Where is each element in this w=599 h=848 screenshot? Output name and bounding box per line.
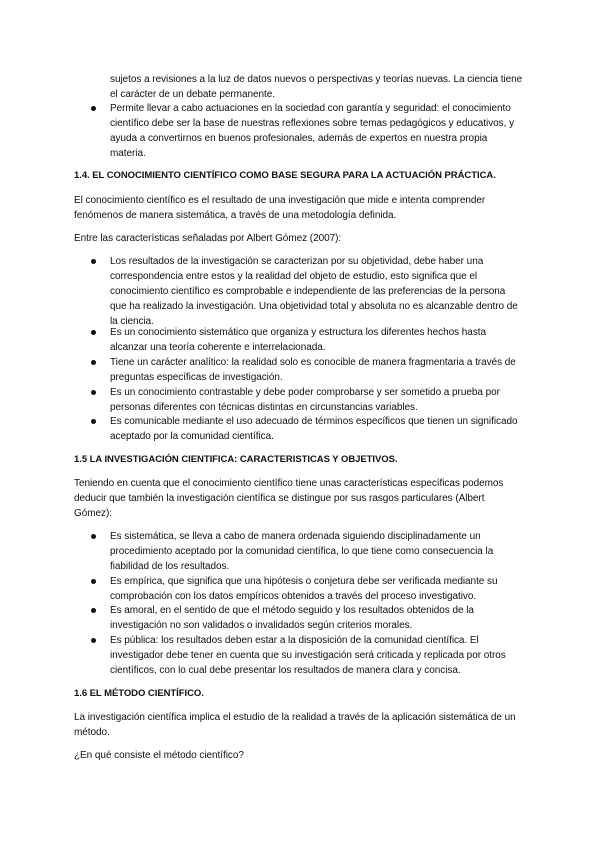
body-line: Es comunicable mediante el uso adecuado de términos específicos que tienen un significado — [110, 416, 518, 427]
body-line: ayuda a convertirnos en buenos profesionales, además de expertos en nuestra propia — [110, 133, 488, 144]
body-line: Es sistemática, se lleva a cabo de manera ordenada siguiendo disciplinadamente un — [110, 531, 481, 542]
bullet-dot — [91, 419, 96, 424]
body-line: procedimiento aceptado por la comunidad científica, lo que tiene como consecuencia la — [110, 546, 494, 557]
body-line: correspondencia entre estos y la realidad del objeto de estudio, esto significa que el — [110, 271, 478, 282]
paragraph-line: Teniendo en cuenta que el conocimiento científico tiene unas características específicas podemos — [74, 478, 504, 489]
body-line: científicos, con lo cual debe presentar los resultados de manera clara y concisa. — [110, 665, 461, 676]
body-line: Es empírica, que significa que una hipótesis o conjetura debe ser verificada mediante su — [110, 576, 498, 587]
bullet-dot — [91, 259, 96, 264]
body-line: aceptado por la comunidad científica. — [110, 431, 274, 442]
body-line: Permite llevar a cabo actuaciones en la sociedad con garantía y seguridad: el conocimiento — [110, 103, 511, 114]
body-line: preguntas específicas de investigación. — [110, 372, 283, 383]
bullet-dot — [91, 360, 96, 365]
bullet-dot — [91, 638, 96, 643]
body-line: fiabilidad de los resultados. — [110, 561, 230, 572]
body-line: la ciencia. — [110, 316, 154, 327]
paragraph-line: deducir que también la investigación científica se distingue por sus rasgos particulares (Albert — [74, 493, 485, 504]
body-line: Es un conocimiento sistemático que organiza y estructura los diferentes hechos hasta — [110, 327, 487, 338]
body-line: que ha realizado la investigación. Una objetividad total y absoluta no es alcanzable dentro de — [110, 301, 518, 312]
body-line: Tiene un carácter analítico: la realidad solo es conocible de manera fragmentaria a través de — [110, 357, 516, 368]
section-heading: 1.6 EL MÉTODO CIENTÍFICO. — [74, 688, 204, 699]
body-line: Es amoral, en el sentido de que el método seguido y los resultados obtenidos de la — [110, 605, 474, 616]
body-line: comprobación con los datos empíricos obtenidos a través del proceso investigativo. — [110, 591, 477, 602]
paragraph-line: El conocimiento científico es el resultado de una investigación que mide e intenta comprender — [74, 195, 486, 206]
bullet-dot — [91, 390, 96, 395]
body-line: Es pública: los resultados deben estar a la disposición de la comunidad científica. El — [110, 635, 479, 646]
bullet-dot — [91, 579, 96, 584]
body-line: personas diferentes con técnicas distintas en circunstancias variables. — [110, 402, 418, 413]
body-line: el carácter de un debate permanente. — [110, 89, 275, 100]
body-line: Los resultados de la investigación se caracterizan por su objetividad, debe haber una — [110, 256, 484, 267]
paragraph-line: fenómenos de manera sistemática, a través de una metodología definida. — [74, 210, 397, 221]
list-intro: Entre las características señaladas por Albert Gómez (2007): — [74, 233, 342, 244]
bullet-dot — [91, 534, 96, 539]
body-line: sujetos a revisiones a la luz de datos nuevos o perspectivas y teorías nuevas. La ciencia tiene — [110, 74, 523, 85]
paragraph-line: método. — [74, 727, 110, 738]
section-heading: 1.5 LA INVESTIGACIÓN CIENTIFICA: CARACTERISTICAS Y OBJETIVOS. — [74, 454, 398, 465]
body-line: alcanzar una teoría coherente e interrelacionada. — [110, 342, 326, 353]
bullet-dot — [91, 106, 96, 111]
bullet-dot — [91, 330, 96, 335]
paragraph-line: La investigación científica implica el estudio de la realidad a través de la aplicación sistemática de un — [74, 712, 516, 723]
section-heading: 1.4. EL CONOCIMIENTO CIENTÍFICO COMO BASE SEGURA PARA LA ACTUACIÓN PRÁCTICA. — [74, 170, 496, 181]
question-line: ¿En qué consiste el método científico? — [74, 750, 244, 761]
body-line: investigador debe tener en cuenta que su investigación será criticada y replicada por otros — [110, 650, 506, 661]
body-line: investigación no son validados o invalidados según criterios morales. — [110, 620, 413, 631]
body-line: científico debe ser la base de nuestras reflexiones sobre temas pedagógicos y educativos, y — [110, 118, 515, 129]
paragraph-line: Gómez): — [74, 508, 112, 519]
body-line: Es un conocimiento contrastable y debe poder comprobarse y ser sometido a prueba por — [110, 387, 500, 398]
bullet-dot — [91, 608, 96, 613]
body-line: conocimiento científico es comprobable e independiente de las preferencias de la persona — [110, 286, 506, 297]
body-line: materia. — [110, 148, 146, 159]
